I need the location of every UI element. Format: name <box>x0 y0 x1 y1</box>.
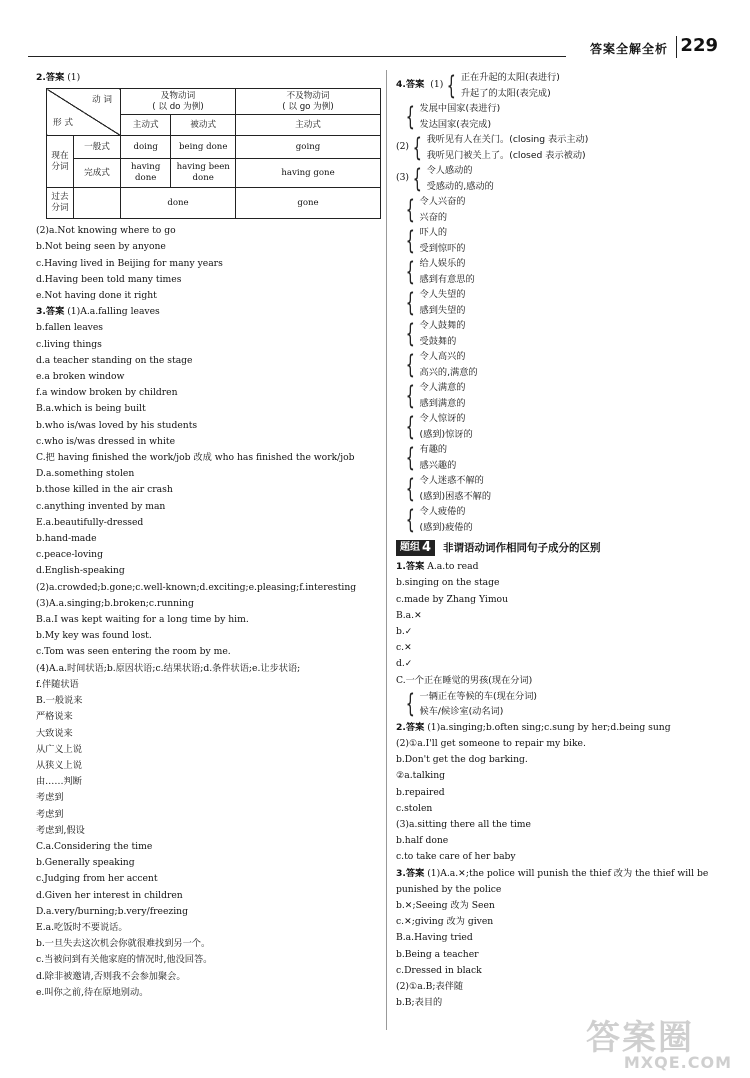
answer-line: (2)①a.B;表伴随 <box>396 981 464 993</box>
brace-icon: { <box>405 380 415 411</box>
section-badge: 题组 4 <box>396 540 435 556</box>
answer-line: b.hand-made <box>36 533 97 545</box>
s1-first-line: A.a.to read <box>427 561 479 573</box>
answer-line: B.a.I was kept waiting for a long time by him. <box>36 614 249 626</box>
s2-answer-lines <box>396 736 736 866</box>
brace-icon: { <box>405 442 415 473</box>
watermark-logo: 答案圈 MXQE.COM <box>586 1018 732 1072</box>
left-column <box>36 70 381 1001</box>
brace-group <box>402 349 736 380</box>
q4-part2 <box>396 132 736 163</box>
header-rule <box>28 56 566 57</box>
brace-item: 感到有意思的 <box>419 273 475 285</box>
brace-icon: { <box>405 689 415 720</box>
active-header: 主动式 <box>121 115 171 136</box>
brace-group <box>402 411 736 442</box>
brace-item: 令人感动的 <box>426 165 473 176</box>
brace-item: 吓人的 <box>419 227 448 238</box>
table-cell: going <box>236 136 381 159</box>
q3-heading <box>36 304 381 320</box>
brace-icon: { <box>405 256 415 287</box>
header-separator <box>676 36 678 58</box>
answer-line: D.a.very/burning;b.very/freezing <box>36 905 188 917</box>
brace-icon: { <box>412 163 422 194</box>
brace-group <box>402 442 736 473</box>
brace-icon: { <box>405 194 415 225</box>
answer-line: (3)A.a.singing;b.broken;c.running <box>36 597 194 609</box>
answer-line: c.Tom was seen entering the room by me. <box>36 646 231 658</box>
passive-header: 被动式 <box>171 115 236 136</box>
brace-item: 我听见门被关上了。(closed 表示被动) <box>426 149 586 161</box>
answer-line: b.My key was found lost. <box>36 630 152 642</box>
brace-item: 受到惊吓的 <box>419 242 466 254</box>
answer-line: 考虑到,假设 <box>36 824 85 836</box>
s2-first-line: (1)a.singing;b.often sing;c.sung by her;d.being sung <box>427 721 671 733</box>
answer-line: b.those killed in the air crash <box>36 484 173 496</box>
brace-item: 令人失望的 <box>419 289 466 300</box>
answer-line: 从广义上说 <box>36 743 82 755</box>
s3-heading <box>396 866 736 882</box>
answer-line: 由……判断 <box>36 776 82 788</box>
answer-line: b.Not being seen by anyone <box>36 241 166 253</box>
brace-item: 令人兴奋的 <box>419 196 466 207</box>
q2-part1: (1) <box>67 72 81 83</box>
brace-item: 受感动的,感动的 <box>426 180 494 192</box>
brace-group <box>402 689 736 720</box>
answer-line: b.who is/was loved by his students <box>36 419 198 431</box>
q4-part3 <box>396 163 736 194</box>
answer-line: C.把 having finished the work/job 改成 who has finished the work/job <box>36 452 355 464</box>
brace-item: 感到失望的 <box>419 304 466 316</box>
table-cell: done <box>121 188 236 219</box>
answer-line: ②a.talking <box>396 770 446 782</box>
brace-item: 令人迷惑不解的 <box>419 475 484 486</box>
brace-group <box>402 380 736 411</box>
answer-line: 考虑到 <box>36 808 64 820</box>
answer-line: 严格说来 <box>36 711 73 723</box>
right-column <box>396 70 736 1011</box>
answer-line: 从狭义上说 <box>36 759 82 771</box>
table-cell: having gone <box>236 159 381 188</box>
s3-title: 3.答案 <box>396 867 425 879</box>
brace-group <box>402 504 736 535</box>
answer-line: c.anything invented by man <box>36 500 166 512</box>
answer-line: d.Having been told many times <box>36 273 182 285</box>
answer-line: c.Dressed in black <box>396 964 482 976</box>
brace-icon: { <box>405 349 415 380</box>
answer-line: b.B;表目的 <box>396 997 443 1009</box>
brace-item: 正在升起的太阳(表进行) <box>460 72 560 83</box>
answer-line: d.Given her interest in children <box>36 889 183 901</box>
brace-group <box>402 101 736 132</box>
q2-answer-lines <box>36 223 381 304</box>
answer-line: f.伴随状语 <box>36 678 79 690</box>
q3-answer-lines <box>36 320 381 1001</box>
table-cell: being done <box>171 136 236 159</box>
s3-answer-lines <box>396 882 736 1012</box>
answer-line: c.当被问到有关他家庭的情况时,他没回答。 <box>36 954 213 966</box>
page-number: 229 <box>680 35 718 56</box>
answer-line: b.half done <box>396 835 449 847</box>
perfect-form-label: 完成式 <box>74 159 121 188</box>
brace-item: 发达国家(表完成) <box>419 118 492 130</box>
table-cell: having been done <box>171 159 236 188</box>
past-participle-label: 过去分词 <box>47 188 74 219</box>
table-cell-empty <box>74 188 121 219</box>
answer-line: (2)①a.I'll get someone to repair my bike. <box>396 738 586 750</box>
q2-title: 2.答案 <box>36 72 65 83</box>
answer-line: c.living things <box>36 338 102 350</box>
answer-line: c.✕ <box>396 642 412 654</box>
answer-line: C.a.Considering the time <box>36 840 153 852</box>
brace-item: 感到满意的 <box>419 397 466 409</box>
answer-line: B.a.Having tried <box>396 932 473 944</box>
brace-item: (感到)惊讶的 <box>419 428 473 440</box>
answer-line: d.English-speaking <box>36 565 125 577</box>
answer-line: c.✕;giving 改为 given <box>396 916 494 928</box>
answer-line: e.Not having done it right <box>36 290 157 302</box>
nonfinite-forms-table <box>46 88 381 219</box>
answer-line: 大致说来 <box>36 727 73 739</box>
brace-group <box>402 225 736 256</box>
answer-line: C.一个正在睡觉的男孩(现在分词) <box>396 674 533 686</box>
present-participle-label: 现在分词 <box>47 136 74 188</box>
brace-group <box>443 70 560 101</box>
section-header-group4 <box>396 540 736 556</box>
brace-group <box>402 473 736 504</box>
answer-line: b.Don't get the dog barking. <box>396 754 528 766</box>
q2-heading <box>36 70 381 86</box>
answer-line: b.singing on the stage <box>396 577 500 589</box>
s1-heading <box>396 559 736 575</box>
brace-icon: { <box>405 473 415 504</box>
brace-group <box>402 318 736 349</box>
brace-item: 候车/候诊室(动名词) <box>419 706 504 718</box>
brace-group <box>402 194 736 225</box>
brace-item: (感到)困惑不解的 <box>419 490 492 502</box>
s1-title: 1.答案 <box>396 561 425 573</box>
s3-first-line: (1)A.a.✕;the police will punish the thief 改为 the thief will be <box>427 867 709 879</box>
brace-item: 令人满意的 <box>419 382 466 393</box>
brace-icon: { <box>412 132 422 163</box>
answer-line: c.who is/was dressed in white <box>36 435 176 447</box>
q4-title: 4.答案 <box>396 79 425 91</box>
answer-line: e.叫你之前,待在原地别动。 <box>36 986 149 998</box>
answer-line: E.a.beautifully-dressed <box>36 516 144 528</box>
answer-line: c.stolen <box>396 802 433 814</box>
answer-line: e.a broken window <box>36 371 125 383</box>
intransitive-header: 不及物动词 ( 以 go 为例) <box>236 89 381 115</box>
page-header <box>28 34 734 64</box>
transitive-header: 及物动词 ( 以 do 为例) <box>121 89 236 115</box>
answer-line: f.a window broken by children <box>36 387 178 399</box>
answer-line: c.Having lived in Beijing for many years <box>36 257 223 269</box>
column-divider <box>386 70 387 1030</box>
q3-title: 3.答案 <box>36 306 65 318</box>
answer-line: (2)a.crowded;b.gone;c.well-known;d.exciting;e.pleasing;f.interesting <box>36 581 357 593</box>
section-title: 非谓语动词作相同句子成分的区别 <box>443 542 601 554</box>
brace-icon: { <box>405 504 415 535</box>
answer-line: E.a.吃饭时不要说话。 <box>36 921 128 933</box>
answer-line: b.一旦失去这次机会你就很难找到另一个。 <box>36 938 211 950</box>
q4-part1-label: (1) <box>430 79 444 91</box>
q4-part2-label: (2) <box>396 141 410 153</box>
brace-item: 兴奋的 <box>419 211 448 223</box>
answer-line: c.Judging from her accent <box>36 873 158 885</box>
table-cell: doing <box>121 136 171 159</box>
brace-item: 受鼓舞的 <box>419 335 457 347</box>
answer-line: b.fallen leaves <box>36 322 104 334</box>
brace-icon: { <box>405 225 415 256</box>
brace-icon: { <box>447 70 457 101</box>
answer-line: b.Being a teacher <box>396 948 479 960</box>
brace-item: 给人娱乐的 <box>419 258 466 269</box>
header-title: 答案全解全析 <box>589 42 668 56</box>
brace-group <box>402 287 736 318</box>
brace-item: (感到)疲倦的 <box>419 521 473 533</box>
brace-icon: { <box>405 411 415 442</box>
answer-line: d.a teacher standing on the stage <box>36 354 193 366</box>
answer-line: B.a.which is being built <box>36 403 146 415</box>
active-header-2: 主动式 <box>236 115 381 136</box>
answer-line: (3)a.sitting there all the time <box>396 819 531 831</box>
answer-line: B.a.✕ <box>396 609 422 621</box>
brace-item: 一辆正在等候的车(现在分词) <box>419 690 537 702</box>
answer-line: punished by the police <box>396 883 502 895</box>
answer-line: (2)a.Not knowing where to go <box>36 225 176 237</box>
brace-group <box>409 163 494 194</box>
brace-item: 令人惊讶的 <box>419 413 466 424</box>
answer-line: 考虑到 <box>36 792 64 804</box>
brace-item: 令人疲倦的 <box>419 506 466 517</box>
s1-answer-lines <box>396 575 736 688</box>
brace-item: 发展中国家(表进行) <box>419 103 501 114</box>
answer-line: d.✓ <box>396 658 413 670</box>
brace-icon: { <box>405 318 415 349</box>
brace-item: 令人高兴的 <box>419 351 466 362</box>
table-corner-header: 动 词 形 式 <box>47 89 121 136</box>
answer-line: B.一般说来 <box>36 695 83 707</box>
brace-item: 令人鼓舞的 <box>419 320 466 331</box>
brace-group <box>402 256 736 287</box>
s2-title: 2.答案 <box>396 721 425 733</box>
brace-icon: { <box>405 101 415 132</box>
brace-item: 有趣的 <box>419 444 448 455</box>
answer-line: b.repaired <box>396 786 445 798</box>
brace-item: 升起了的太阳(表完成) <box>460 87 551 99</box>
answer-line: b.Generally speaking <box>36 857 135 869</box>
table-cell: gone <box>236 188 381 219</box>
brace-icon: { <box>405 287 415 318</box>
answer-line: D.a.something stolen <box>36 468 135 480</box>
q4-heading <box>396 70 736 101</box>
s2-heading <box>396 720 736 736</box>
answer-line: c.made by Zhang Yimou <box>396 593 508 605</box>
table-cell: having done <box>121 159 171 188</box>
brace-item: 我听见有人在关门。(closing 表示主动) <box>426 134 589 145</box>
answer-line: c.peace-loving <box>36 549 103 561</box>
q4-part3-label: (3) <box>396 172 410 184</box>
answer-line: (4)A.a.时间状语;b.原因状语;c.结果状语;d.条件状语;e.让步状语; <box>36 662 301 674</box>
answer-line: b.✕;Seeing 改为 Seen <box>396 900 495 912</box>
answer-line: b.✓ <box>396 626 413 638</box>
brace-item: 感兴趣的 <box>419 459 457 471</box>
general-form-label: 一般式 <box>74 136 121 159</box>
q3-first-line: (1)A.a.falling leaves <box>67 306 160 318</box>
brace-item: 高兴的,满意的 <box>419 366 478 378</box>
brace-group <box>409 132 588 163</box>
answer-line: d.除非被邀请,否则我不会参加聚会。 <box>36 970 186 982</box>
answer-line: c.to take care of her baby <box>396 851 516 863</box>
